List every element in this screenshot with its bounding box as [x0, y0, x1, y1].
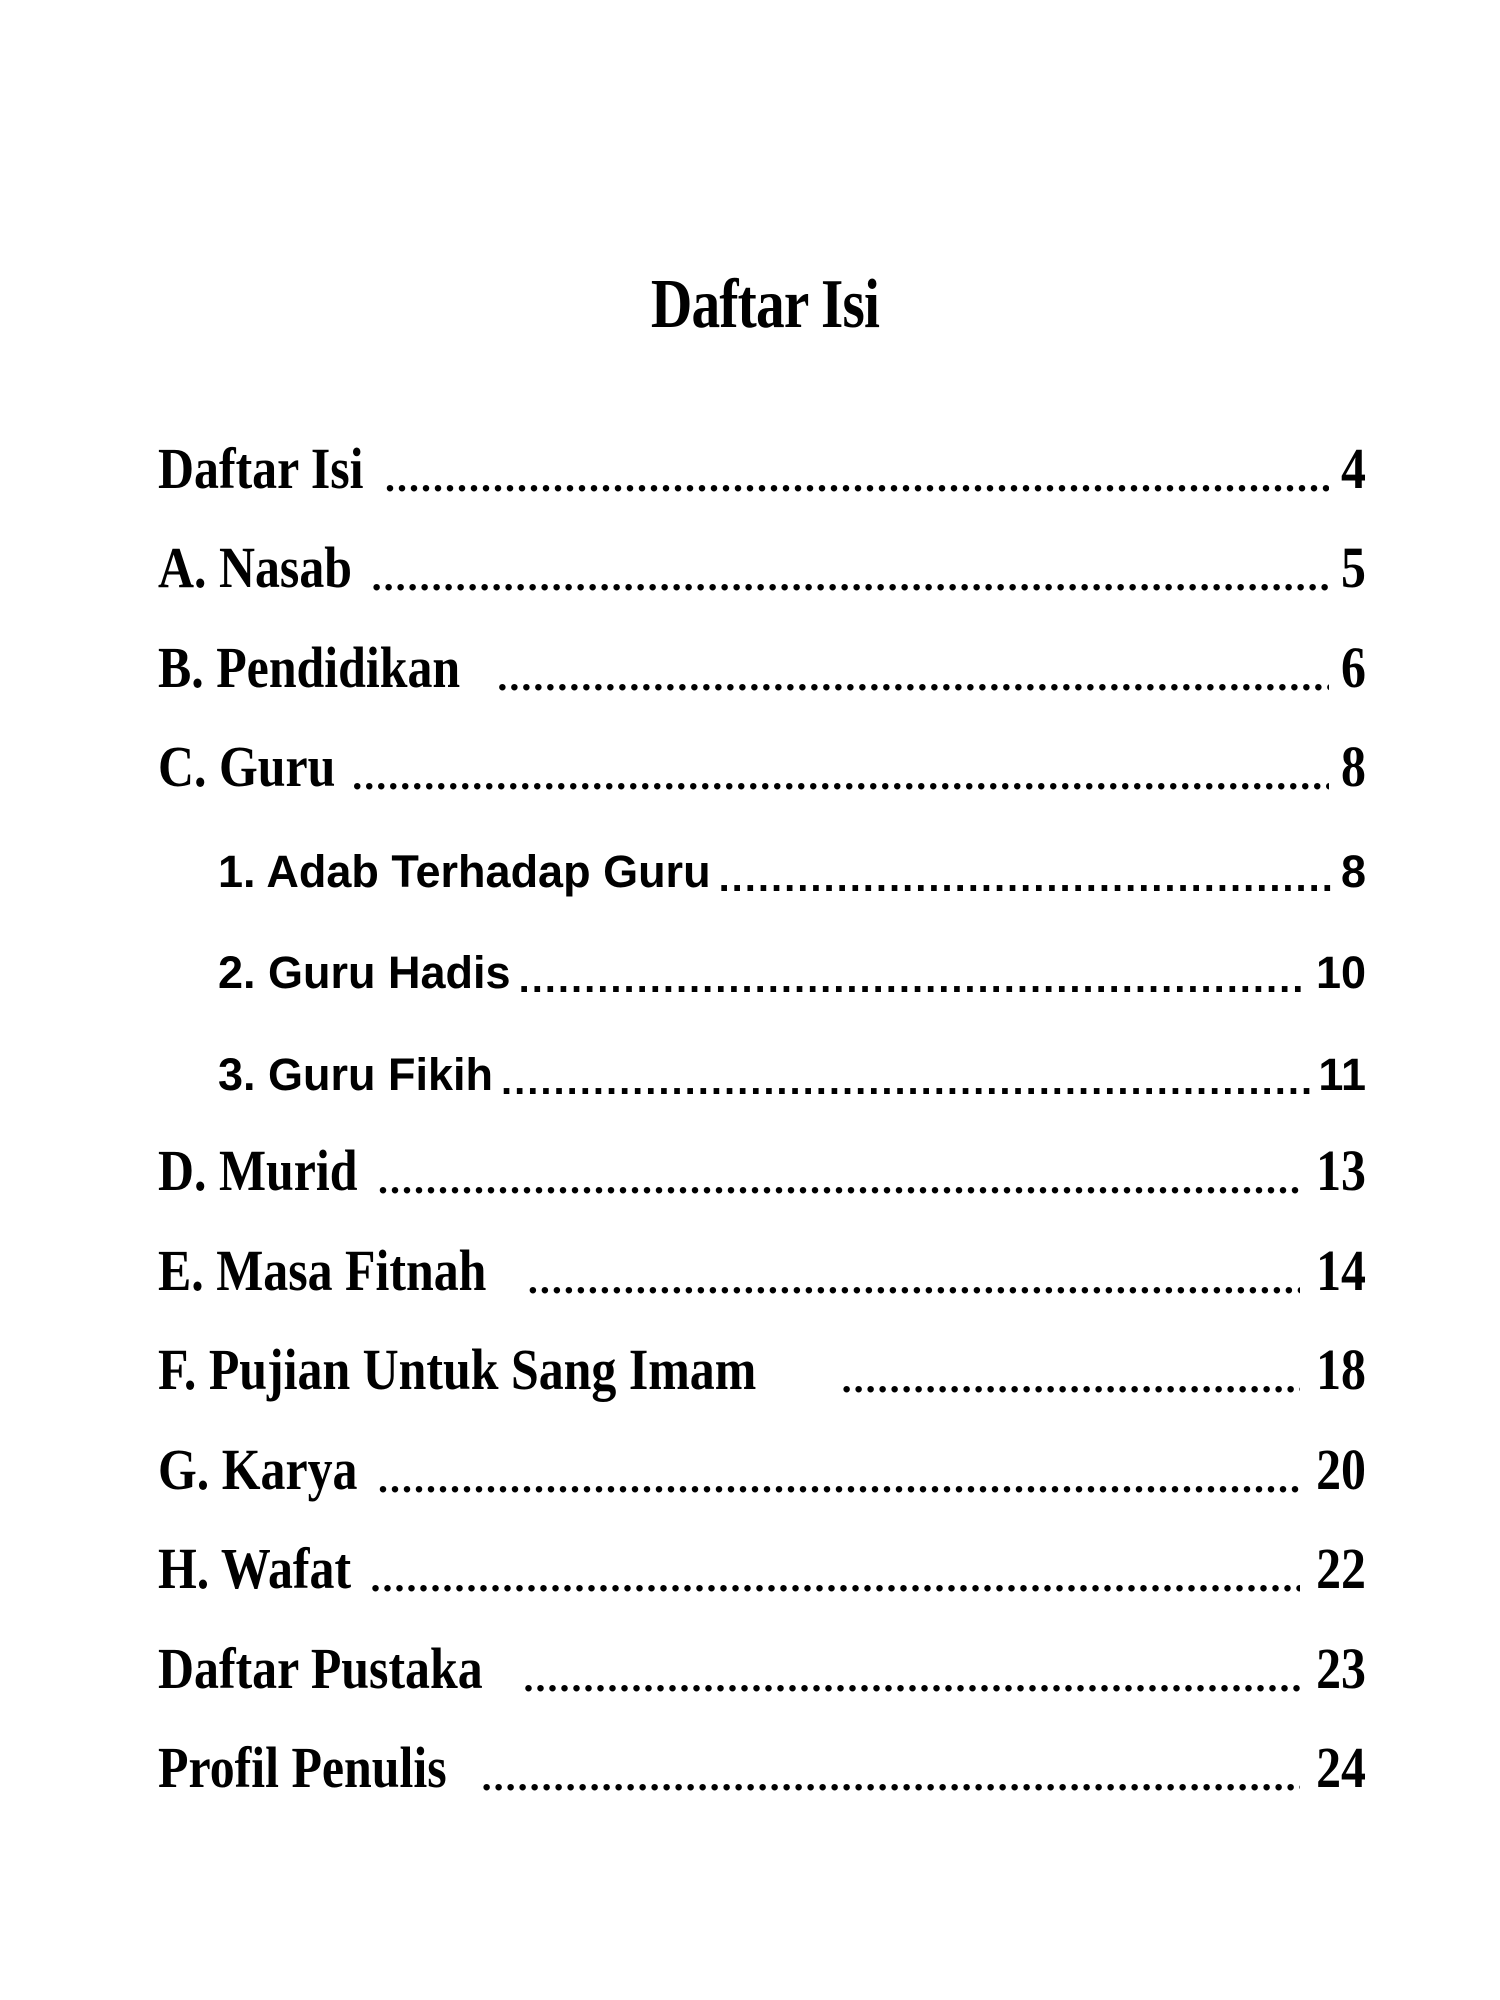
toc-entry-pendidikan[interactable]: [158, 609, 1366, 709]
toc-entry-daftar-pustaka[interactable]: [158, 1610, 1366, 1710]
dot-leader: [371, 1558, 1301, 1598]
toc-entry-murid[interactable]: [158, 1113, 1366, 1213]
toc-entry-label: 2. Guru Hadis: [218, 947, 511, 998]
toc-entry-label: E. Masa Fitnah: [158, 1237, 487, 1303]
toc-page-number: 8: [1340, 845, 1366, 897]
toc-page-number: 22: [1316, 1536, 1366, 1601]
dot-leader: [372, 557, 1329, 597]
toc-entry-label: Profil Penulis: [158, 1735, 447, 1800]
toc-entry-guru-fikih[interactable]: [158, 1011, 1366, 1113]
toc-page-number: 6: [1341, 634, 1366, 700]
toc-entry-label: H. Wafat: [158, 1536, 352, 1601]
table-of-contents: [158, 410, 1366, 1809]
toc-entry-masa-fitnah[interactable]: [158, 1212, 1366, 1312]
dot-leader: [524, 1658, 1300, 1698]
dot-leader: [378, 1459, 1300, 1499]
dot-leader: [501, 1061, 1310, 1101]
toc-page-number: 5: [1341, 535, 1366, 600]
toc-entry-guru-hadis[interactable]: [158, 910, 1366, 1012]
toc-entry-profil-penulis[interactable]: [158, 1710, 1366, 1810]
toc-entry-label: C. Guru: [158, 734, 336, 799]
toc-entry-label: D. Murid: [158, 1138, 358, 1203]
toc-page-number: 18: [1316, 1337, 1366, 1402]
toc-entry-label: B. Pendidikan: [158, 634, 461, 700]
dot-leader: [385, 458, 1329, 498]
toc-page-number: 11: [1318, 1048, 1366, 1100]
toc-page-number: 24: [1316, 1735, 1366, 1800]
dot-leader: [519, 959, 1308, 999]
toc-page-number: 20: [1316, 1436, 1366, 1502]
toc-entry-label: G. Karya: [158, 1436, 358, 1502]
dot-leader: [719, 858, 1333, 898]
toc-entry-nasab[interactable]: [158, 510, 1366, 610]
toc-entry-label: 3. Guru Fikih: [218, 1048, 494, 1100]
dot-leader: [352, 756, 1329, 796]
dot-leader: [528, 1260, 1300, 1300]
toc-page-number: 10: [1315, 947, 1366, 998]
toc-entry-label: 1. Adab Terhadap Guru: [218, 845, 711, 897]
toc-page-number: 4: [1341, 435, 1366, 501]
toc-entry-daftar-isi[interactable]: [158, 410, 1366, 510]
toc-entry-label: Daftar Isi: [158, 435, 364, 501]
toc-entry-wafat[interactable]: [158, 1511, 1366, 1611]
page-title: Daftar Isi: [650, 266, 880, 343]
toc-entry-guru[interactable]: [158, 709, 1366, 809]
toc-entry-pujian-untuk-sang-imam[interactable]: [158, 1312, 1366, 1412]
toc-page-number: 8: [1341, 734, 1366, 799]
toc-page-number: 23: [1316, 1635, 1366, 1701]
toc-page-number: 13: [1316, 1138, 1366, 1203]
dot-leader: [497, 657, 1329, 697]
toc-entry-label: Daftar Pustaka: [158, 1635, 483, 1701]
toc-entry-label: A. Nasab: [158, 535, 353, 600]
dot-leader: [842, 1359, 1300, 1399]
toc-entry-label: F. Pujian Untuk Sang Imam: [158, 1337, 757, 1402]
dot-leader: [378, 1160, 1300, 1200]
toc-entry-adab-terhadap-guru[interactable]: [158, 808, 1366, 910]
toc-entry-karya[interactable]: [158, 1411, 1366, 1511]
toc-page-number: 14: [1316, 1237, 1366, 1303]
dot-leader: [482, 1757, 1300, 1797]
